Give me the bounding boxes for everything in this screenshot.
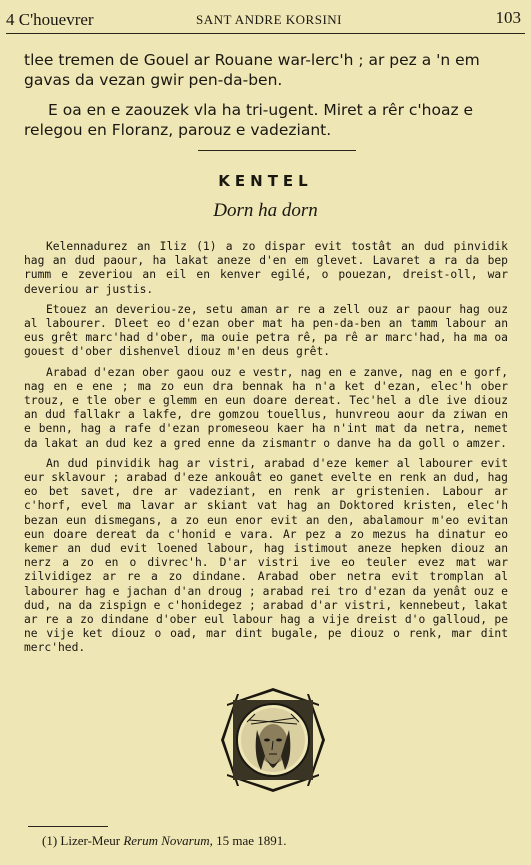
lesson-text xyxy=(24,240,508,662)
header-rule xyxy=(6,33,525,34)
paragraph: An dud pinvidik hag ar vistri, arabad d'eze kemer al labourer evit eur sklavour ; arabad d'eze ankouât eo ganet evelte en renk an dud, hag eo bet savet, dre ar vadeziant, en renk ar gristenien. Labour ar c'horf, evel ma lavar ar skiant vat hag an Doktored kristen, elec'h bezan eun dismegans, a zo eun enor evit an den, abalamour m'eo evitan eun doare dereat da c'honid e vara. Ar pez a zo mezus ha dinatur eo kemer an dud evit loened labour, hag istimout aneze hepken diouz an nerz a zo en o divrec'h. D'ar vistri ive eo teuler evez mat war zilvidigez ar re a zo dindane. Arabad ober netra evit tromplan al labourer hag e jachan d'an droug ; arabad rei tro d'ezan da yenât ouz e dud, na da zispign e c'honidegez ; arabad d'ar vistri, kennebeut, lakat ar re a zo dindane d'ober eul labour hag a vije dreist d'o galloud, pe ne vije ket diouz o oad, mar dint bugale, pe diouz o renk, mar dint merc'hed. xyxy=(24,456,508,655)
christ-engraving-icon xyxy=(219,686,327,794)
page-number: 103 xyxy=(495,8,521,27)
footnote-rule xyxy=(28,826,108,827)
paragraph: Arabad d'ezan ober gaou ouz e vestr, nag en e zanve, nag en e gorf, nag en e ene ; ma zo eun dra bennak ha n'a ket d'ezan, elec'h ober trouz, e tle ober e glemm en eun doare dereat. Tec'hel a dle ive diouz an dud fallakr a lakfe, dre gomzou touellus, hunvreou aour da ziwan en e benn, hag a rafe d'ezan promeseou kaer ha n'int mat da netra, nemet da lakat an dud kez a gred enne da zismantr o danve ha da goll o amzer. xyxy=(24,365,508,450)
header-date: 4 C'houevrer xyxy=(6,10,94,29)
footnote-title: Rerum Novarum, xyxy=(123,833,213,848)
footnote-prefix: (1) Lizer-Meur xyxy=(42,833,121,848)
section-title: KENTEL xyxy=(218,172,313,190)
footnote-date: 15 mae 1891. xyxy=(216,833,287,848)
top-text-block xyxy=(24,50,507,150)
section-subtitle: Dorn ha dorn xyxy=(213,200,318,221)
paragraph: tlee tremen de Gouel ar Rouane war-lerc'h ; ar pez a 'n em gavas da vezan gwir pen-da-ben. xyxy=(24,51,480,89)
paragraph: E oa en e zaouzek vla ha tri-ugent. Miret a rêr c'hoaz e relegou en Floranz, parouz e vadeziant. xyxy=(24,101,474,139)
header-title: SANT ANDRE KORSINI xyxy=(196,12,342,27)
footnote xyxy=(42,833,287,849)
running-header xyxy=(6,2,525,30)
paragraph: Kelennadurez an Iliz (1) a zo dispar evit tostât an dud pinvidik hag an dud paour, ha lakat aneze d'en em glevet. Lavaret a ra da bep rumm e zeveriou an eil en kenver egilé, o pouezan, dreist-oll, war deveriou ar justis. xyxy=(24,240,508,296)
paragraph: Etouez an deveriou-ze, setu aman ar re a zell ouz ar paour hag ouz al labourer. Dleet eo d'ezan ober mat ha pen-da-ben an tamm labour an eus grêt marc'had d'ober, ma ouie petra rê, pa rê ar marc'had, ha ma oa gouest d'ober dishenvel diouz m'en deus grêt. xyxy=(24,302,508,359)
section-separator xyxy=(198,150,356,151)
